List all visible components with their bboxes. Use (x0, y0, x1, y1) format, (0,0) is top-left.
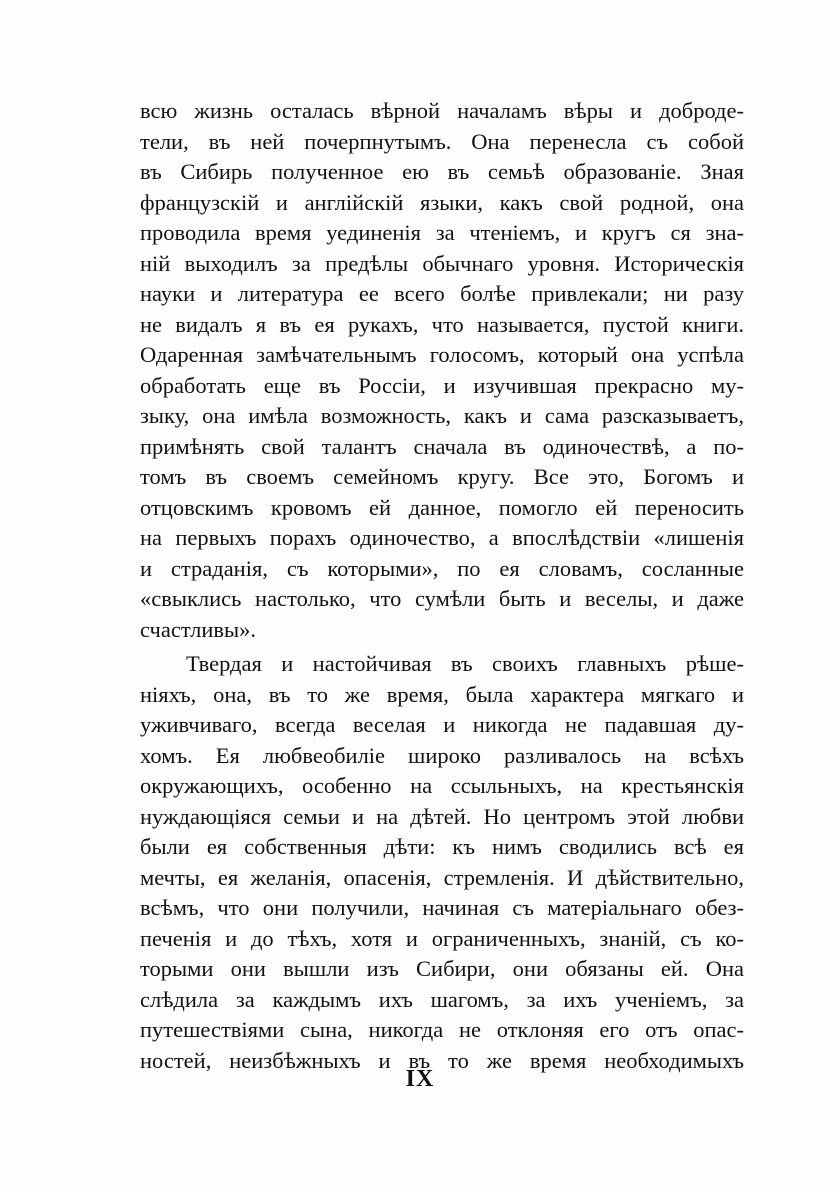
text-line: проводила время уединенія за чтеніемъ, и кругъ ся зна- (140, 220, 744, 245)
text-line: Одаренная замѣчательнымъ голосомъ, который она успѣла (140, 342, 744, 367)
text-line: ній выходилъ за предѣлы обычнаго уровня. Историческія (140, 250, 744, 276)
text-line: Твердая и настойчивая въ своихъ главныхъ рѣше- (186, 651, 744, 676)
text-line: отцовскимъ кровомъ ей данное, помогло ей переносить (140, 494, 744, 520)
text-line: въ Сибирь полученное ею въ семьѣ образованіе. Зная (140, 159, 744, 184)
body-text (140, 96, 744, 1076)
text-line: уживчиваго, всегда веселая и никогда не падавшая ду- (140, 712, 744, 737)
text-line: «свыклись настолько, что сумѣли быть и веселы, и даже (140, 586, 744, 611)
text-line: окружающихъ, особенно на ссыльныхъ, на крестьянскія (140, 773, 744, 798)
text-line: французскій и англійскій языки, какъ свой родной, она (140, 189, 744, 215)
text-line: науки и литература ее всего болѣе привлекали; ни разу (140, 281, 744, 306)
paragraph-1 (140, 96, 744, 645)
text-line: были ея собственныя дѣти: къ нимъ сводились всѣ ея (140, 834, 744, 859)
text-line: зыку, она имѣла возможность, какъ и сама разсказываетъ, (140, 403, 744, 428)
page-number: IX (405, 1066, 435, 1092)
text-line: мечты, ея желанія, опасенія, стремленія. И дѣйствительно, (140, 864, 744, 890)
text-line: не видалъ я въ ея рукахъ, что называется, пустой книги. (140, 311, 744, 337)
text-line: обработать еще въ Россіи, и изучившая прекрасно му- (140, 372, 744, 398)
text-line: слѣдила за каждымъ ихъ шагомъ, за ихъ ученіемъ, за (140, 986, 744, 1012)
text-line: хомъ. Ея любвеобиліе широко разливалось на всѣхъ (140, 742, 744, 768)
text-line: примѣнять свой талантъ сначала въ одиночествѣ, а по- (140, 433, 744, 459)
text-line: нуждающіяся семьи и на дѣтей. Но центромъ этой любви (140, 803, 744, 829)
paragraph-2 (140, 649, 744, 1076)
text-line: счастливы». (140, 616, 256, 642)
text-line: всю жизнь осталась вѣрной началамъ вѣры и доброде- (140, 98, 744, 123)
text-line: на первыхъ порахъ одиночество, а впослѣдствіи «лишенія (140, 525, 744, 550)
text-line: печенія и до тѣхъ, хотя и ограниченныхъ, знаній, съ ко- (140, 925, 744, 951)
text-line: ностей, неизбѣжныхъ и въ то же время необходимыхъ (140, 1047, 744, 1073)
text-line: томъ въ своемъ семейномъ кругу. Все это, Богомъ и (140, 464, 744, 489)
text-line: и страданія, съ которыми», по ея словамъ, сосланные (140, 555, 744, 581)
text-line: ніяхъ, она, въ то же время, была характера мягкаго и (140, 681, 744, 707)
text-line: всѣмъ, что они получили, начиная съ матеріальнаго обез- (140, 895, 744, 920)
text-line: путешествіями сына, никогда не отклоняя его отъ опас- (140, 1017, 744, 1042)
text-line: торыми они вышли изъ Сибири, они обязаны ей. Она (140, 956, 744, 981)
text-line: тели, въ ней почерпнутымъ. Она перенесла съ собой (140, 128, 744, 154)
